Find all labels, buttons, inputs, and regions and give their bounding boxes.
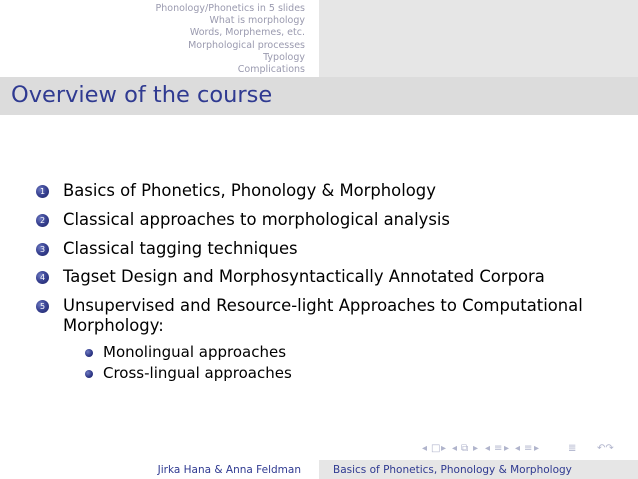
bullet-icon <box>85 370 93 378</box>
sub-list-item-text: Cross-lingual approaches <box>103 364 292 382</box>
list-item-text: Basics of Phonetics, Phonology & Morphology <box>63 181 436 200</box>
item-number-ball: 1 <box>36 185 49 198</box>
nav-prev-section-icon[interactable]: ◂ <box>485 443 491 454</box>
nav-prev-frame-icon[interactable]: ◂ <box>422 443 428 454</box>
list-item-text-continued: Morphology: <box>63 316 164 335</box>
nav-next-section-icon[interactable]: ▸ <box>504 443 510 454</box>
frame-title: Overview of the course <box>11 82 273 108</box>
headline-right <box>319 0 638 77</box>
list-item-text: Classical tagging techniques <box>63 239 298 258</box>
nav-section-phonology[interactable]: Phonology/Phonetics in 5 slides <box>155 3 305 14</box>
document-icon[interactable]: ≡ <box>524 443 533 454</box>
search-align-icon[interactable]: ≣ <box>568 443 577 454</box>
footer-short-title: Basics of Phonetics, Phonology & Morphology <box>333 464 572 476</box>
footer-authors: Jirka Hana & Anna Feldman <box>157 464 301 476</box>
bullet-icon <box>85 349 93 357</box>
item-number-ball: 4 <box>36 271 49 284</box>
headline-bar <box>0 0 638 77</box>
list-item-text: Tagset Design and Morphosyntactically Annotated Corpora <box>63 267 545 286</box>
sub-list-item-text: Monolingual approaches <box>103 343 287 361</box>
frame-title-bar <box>0 77 638 115</box>
nav-section-words-morphemes[interactable]: Words, Morphemes, etc. <box>189 27 305 39</box>
nav-next-subsection-icon[interactable]: ▸ <box>473 443 479 454</box>
frame-icon[interactable]: □ <box>431 443 441 454</box>
subsection-icon[interactable]: ⧉ <box>461 443 469 454</box>
section-icon[interactable]: ≡ <box>494 443 503 454</box>
nav-next-frame-icon[interactable]: ▸ <box>441 443 447 454</box>
item-number-ball: 2 <box>36 214 49 227</box>
list-item-text: Unsupervised and Resource-light Approaches to Computational <box>63 296 583 315</box>
nav-section-typology[interactable]: Typology <box>263 51 305 63</box>
nav-section-complications[interactable]: Complications <box>237 64 305 76</box>
footer-bar <box>0 460 638 479</box>
item-number-ball: 3 <box>36 243 49 256</box>
nav-section-what-is-morphology[interactable]: What is morphology <box>209 15 305 27</box>
section-navigation <box>156 3 305 76</box>
nav-prev-document-icon[interactable]: ◂ <box>515 443 521 454</box>
nav-next-document-icon[interactable]: ▸ <box>534 443 540 454</box>
item-number-ball: 5 <box>36 300 49 313</box>
nav-prev-subsection-icon[interactable]: ◂ <box>452 443 458 454</box>
nav-section-morphological-processes[interactable]: Morphological processes <box>188 39 305 51</box>
back-forward-icon[interactable]: ↶↷ <box>597 443 614 454</box>
list-item-text: Classical approaches to morphological analysis <box>63 210 450 229</box>
